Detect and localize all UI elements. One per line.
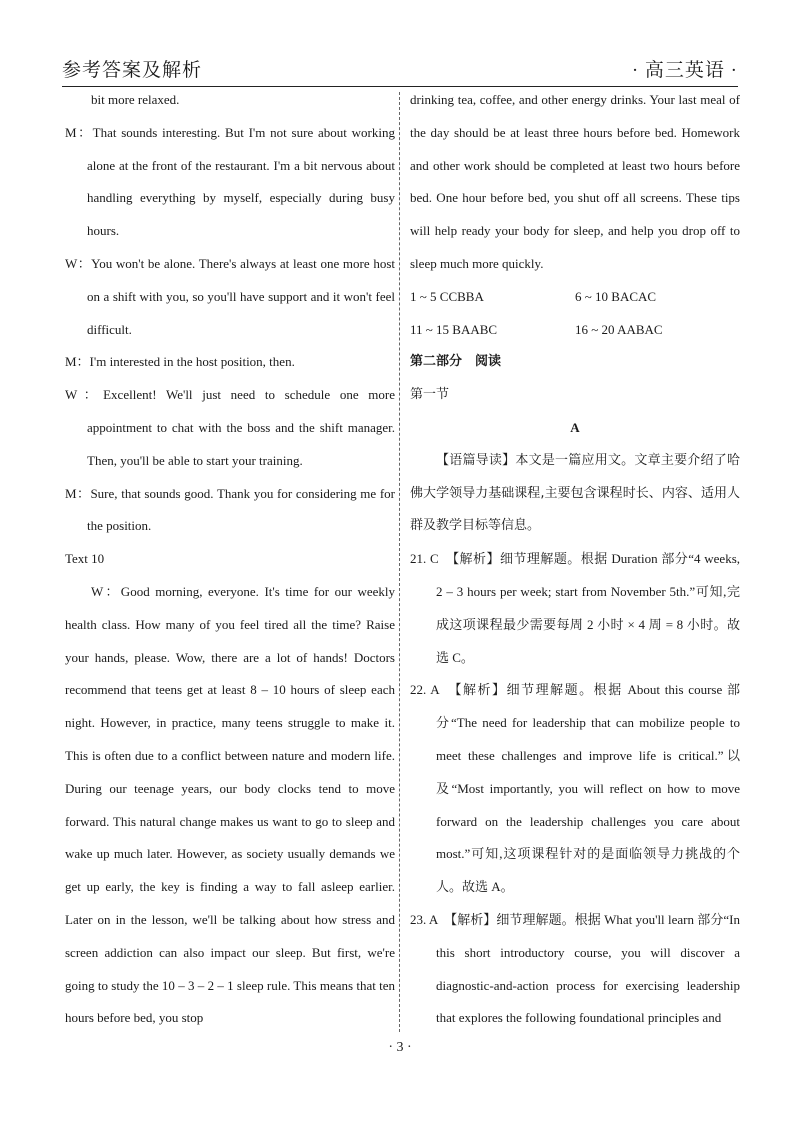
question-explanation: 22. A 【解析】细节理解题。根据 About this course 部分“The need for leadership that can mobilize people to meet these challenges and improve life is critical.”以及“Most importantly, you will reflect on how to move forward on the leadership challenges you care about most.”可知,这项课程针对的是面临领导力挑战的个人。故选 A。 — [410, 682, 740, 895]
section-title: 第一节 — [410, 387, 450, 403]
dialogue-line: bit more relaxed. — [91, 92, 180, 107]
page-header — [62, 48, 738, 87]
answer-key: 16 ~ 20 AABAC — [575, 321, 663, 337]
dialogue-line: M：I'm interested in the host position, then. — [65, 354, 295, 370]
column-divider — [399, 92, 400, 1032]
header-title: 参考答案及解析 — [62, 60, 203, 81]
header-subject: · 高三英语 · — [631, 60, 738, 81]
dialogue-line: W：You won't be alone. There's always at least one more host on a shift with you, so you'll have support and it won't feel difficult. — [65, 255, 395, 337]
answer-row — [410, 281, 740, 314]
passage-intro: 【语篇导读】本文是一篇应用文。文章主要介绍了哈佛大学领导力基础课程,主要包含课程时长、内容、适用人群及教学目标等信息。 — [410, 452, 740, 534]
text-label: Text 10 — [65, 551, 105, 567]
page-number: · 3 · — [388, 1040, 412, 1055]
answer-key: 1 ~ 5 CCBBA — [410, 288, 484, 304]
right-column — [410, 84, 740, 1035]
dialogue-line: W：Excellent! We'll just need to schedule one more appointment to chat with the boss and the shift manager. Then, you'll be able to start your training. — [65, 387, 395, 468]
question-explanation: 23. A 【解析】细节理解题。根据 What you'll learn 部分“In this short introductory course, you will discover a diagnostic-and-action process for exercising leadership that explores the following foundational principles and — [410, 911, 740, 1026]
answer-row — [410, 314, 740, 347]
dialogue-line: M：Sure, that sounds good. Thank you for considering me for the position. — [65, 485, 395, 534]
passage-label: A — [570, 419, 580, 435]
left-column — [65, 84, 395, 1035]
dialogue-line: M：That sounds interesting. But I'm not sure about working alone at the front of the restaurant. I'm a bit nervous about handling everything by myself, especially during busy hours. — [65, 124, 395, 239]
monologue-continued: drinking tea, coffee, and other energy drinks. Your last meal of the day should be at least three hours before bed. Homework and other work should be completed at least two hours before bed. One hour before bed, you shut off all screens. These tips will help ready your body for sleep, and help you drop off to sleep much more quickly. — [410, 92, 740, 271]
part-title: 第二部分 阅读 — [410, 354, 502, 370]
answer-key: 11 ~ 15 BAABC — [410, 321, 498, 337]
question-explanation: 21. C 【解析】细节理解题。根据 Duration 部分“4 weeks, 2 – 3 hours per week; start from November 5th.”可知,完成这项课程最少需要每周 2 小时 × 4 周 = 8 小时。故选 C。 — [410, 551, 740, 665]
monologue: W：Good morning, everyone. It's time for our weekly health class. How many of you feel tired all the time? Raise your hands, please. Wow, there are a lot of hands! Doctors recommend that teens get at least 8 – 10 hours of sleep each night. However, in practice, many teens struggle to make it. This is often due to a conflict between nature and modern life. During our teenage years, our body clocks tend to move forward. This natural change makes us want to go to sleep and wake up much later. However, as society usually demands we get up early, the key is finding a way to fall asleep earlier. Later on in the lesson, we'll be talking about how stress and screen addiction can also impact our sleep. But first, we're going to study the 10 – 3 – 2 – 1 sleep rule. This means that ten hours before bed, you stop — [65, 583, 395, 1026]
answer-key: 6 ~ 10 BACAC — [575, 288, 657, 304]
